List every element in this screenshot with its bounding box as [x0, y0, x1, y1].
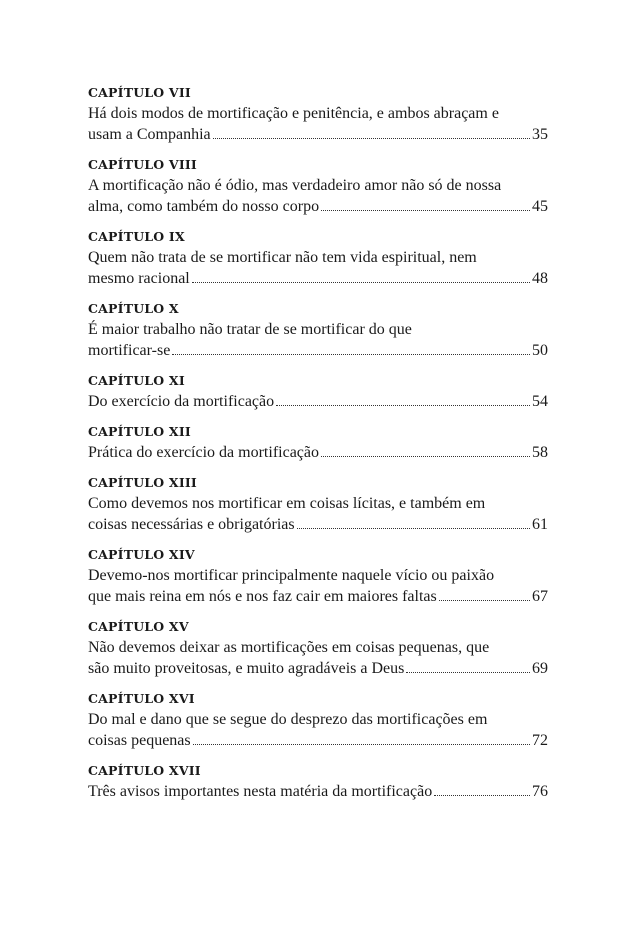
chapter-title-text: que mais reina em nós e nos faz cair em maiores faltas	[88, 588, 437, 605]
dot-leader	[434, 795, 530, 796]
chapter-title-line: Como devemos nos mortificar em coisas lícitas, e também em	[88, 495, 486, 512]
chapter-title-last-line	[88, 514, 548, 535]
toc-entry-chapter-xii	[88, 424, 548, 463]
dot-leader	[193, 744, 530, 745]
toc-entry-chapter-xvii	[88, 763, 548, 802]
chapter-title-text: coisas necessárias e obrigatórias	[88, 516, 295, 533]
chapter-title-last-line	[88, 730, 548, 751]
chapter-title-text: Prática do exercício da mortificação	[88, 444, 319, 461]
toc-entry-chapter-vii	[88, 85, 548, 145]
toc-entry-chapter-xi	[88, 373, 548, 412]
chapter-title-text: são muito proveitosas, e muito agradáveis a Deus	[88, 660, 405, 677]
dot-leader	[297, 528, 530, 529]
chapter-title-text: coisas pequenas	[88, 732, 191, 749]
chapter-label: CAPÍTULO X	[88, 301, 179, 316]
page-number: 58	[532, 444, 548, 461]
page-number: 50	[532, 342, 548, 359]
dot-leader	[172, 354, 530, 355]
dot-leader	[321, 456, 530, 457]
chapter-title-last-line	[88, 586, 548, 607]
chapter-label: CAPÍTULO XIII	[88, 475, 197, 490]
chapter-label: CAPÍTULO XII	[88, 424, 191, 439]
dot-leader	[321, 210, 530, 211]
page-number: 48	[532, 270, 548, 287]
page-number: 72	[532, 732, 548, 749]
dot-leader	[406, 672, 530, 673]
chapter-label: CAPÍTULO XVI	[88, 691, 195, 706]
chapter-label: CAPÍTULO VIII	[88, 157, 197, 172]
page-number: 69	[532, 660, 548, 677]
chapter-title-last-line	[88, 124, 548, 145]
chapter-title-line: Devemo-nos mortificar principalmente naquele vício ou paixão	[88, 567, 495, 584]
page-number: 35	[532, 126, 548, 143]
toc-entry-chapter-xvi	[88, 691, 548, 751]
chapter-title-text: mortificar-se	[88, 342, 171, 359]
page-number: 54	[532, 393, 548, 410]
chapter-title-line: É maior trabalho não tratar de se mortificar do que	[88, 321, 412, 338]
toc-entry-chapter-viii	[88, 157, 548, 217]
chapter-title-last-line	[88, 196, 548, 217]
chapter-title-last-line	[88, 391, 548, 412]
chapter-title-text: Do exercício da mortificação	[88, 393, 275, 410]
chapter-title-last-line	[88, 268, 548, 289]
chapter-label: CAPÍTULO IX	[88, 229, 185, 244]
chapter-title-last-line	[88, 442, 548, 463]
chapter-title-text: Três avisos importantes nesta matéria da mortificação	[88, 783, 433, 800]
chapter-title-last-line	[88, 781, 548, 802]
chapter-title-line: Do mal e dano que se segue do desprezo das mortificações em	[88, 711, 488, 728]
chapter-label: CAPÍTULO XIV	[88, 547, 195, 562]
chapter-label: CAPÍTULO XVII	[88, 763, 201, 778]
chapter-title-text: alma, como também do nosso corpo	[88, 198, 320, 215]
toc-entry-chapter-xv	[88, 619, 548, 679]
chapter-title-last-line	[88, 340, 548, 361]
toc-entry-chapter-x	[88, 301, 548, 361]
chapter-title-line: Há dois modos de mortificação e penitência, e ambos abraçam e	[88, 105, 499, 122]
toc-entry-chapter-xiii	[88, 475, 548, 535]
chapter-title-text: usam a Companhia	[88, 126, 211, 143]
page-number: 76	[532, 783, 548, 800]
dot-leader	[439, 600, 530, 601]
page-number: 61	[532, 516, 548, 533]
chapter-title-line: Quem não trata de se mortificar não tem vida espiritual, nem	[88, 249, 477, 266]
chapter-label: CAPÍTULO VII	[88, 85, 191, 100]
chapter-label: CAPÍTULO XV	[88, 619, 189, 634]
toc-entry-chapter-ix	[88, 229, 548, 289]
dot-leader	[213, 138, 530, 139]
dot-leader	[192, 282, 530, 283]
page-number: 45	[532, 198, 548, 215]
chapter-title-line: A mortificação não é ódio, mas verdadeiro amor não só de nossa	[88, 177, 502, 194]
toc-entry-chapter-xiv	[88, 547, 548, 607]
page-number: 67	[532, 588, 548, 605]
chapter-title-last-line	[88, 658, 548, 679]
chapter-title-line: Não devemos deixar as mortificações em coisas pequenas, que	[88, 639, 490, 656]
chapter-label: CAPÍTULO XI	[88, 373, 185, 388]
dot-leader	[276, 405, 530, 406]
chapter-title-text: mesmo racional	[88, 270, 190, 287]
